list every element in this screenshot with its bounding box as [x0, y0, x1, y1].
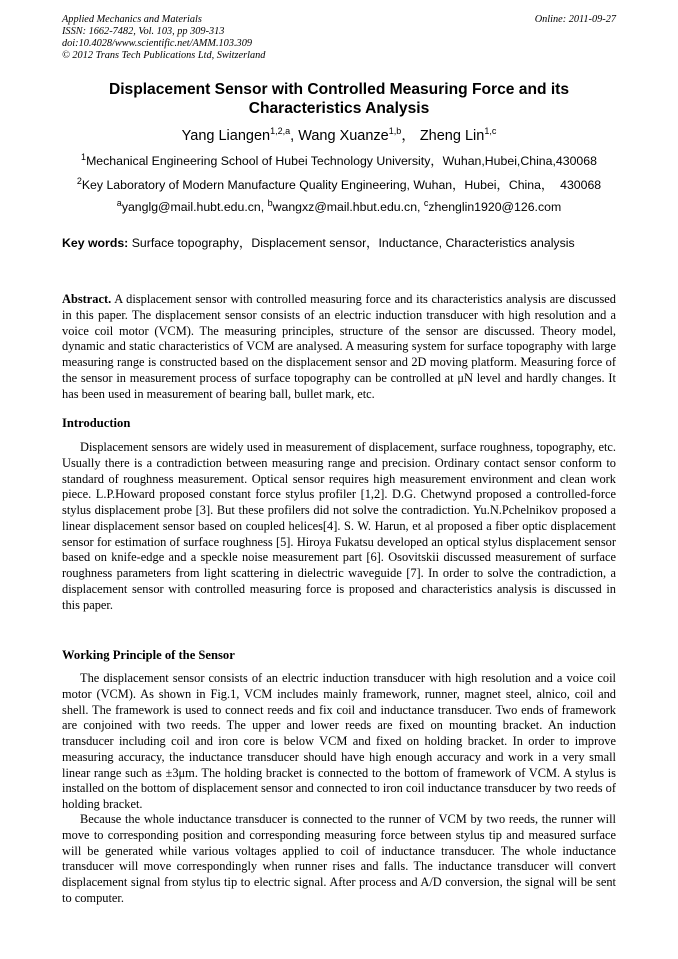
separator: ， [401, 128, 416, 144]
doi: doi:10.4028/www.scientific.net/AMM.103.309 [62, 38, 252, 49]
abstract-label: Abstract. [62, 292, 112, 306]
keywords-label: Key words: [62, 236, 129, 250]
authors [60, 124, 618, 145]
email-sup: c [423, 198, 429, 208]
separator: , [290, 128, 299, 144]
copyright: © 2012 Trans Tech Publications Ltd, Switzerland [62, 50, 266, 61]
author-sup: 1,2,a [270, 126, 291, 137]
keywords-text: Surface topography，Displacement sensor，Inductance, Characteristics analysis [128, 236, 575, 250]
email[interactable]: yanglg@mail.hubt.edu.cn, [121, 200, 268, 215]
emails [60, 198, 618, 214]
email[interactable]: wangxz@mail.hbut.edu.cn, [272, 200, 424, 215]
introduction-paragraph: Displacement sensors are widely used in measurement of displacement, surface roughness, topography, etc. Usually there is a contradiction between measuring range and precision. Ordinary contact sensor conform to standard of roughness measurement. Optical sensor requires high measurement environment and clean work piece. L.P.Howard proposed constant force stylus profiler [1,2]. D.G. Chetwynd proposed a controlled-force stylus displacement probe [3]. But these profilers did not solve the contradiction. Yu.N.Pchelnikov proposed a linear displacement sensor based on coupled helices[4]. S. W. Harun, et al proposed a fiber optic displacement sensor for estimation of surface roughness [5]. Hiroya Fukatsu developed an optical stylus displacement sensor based on knife-edge and a speckle noise measurement part [6]. Osovitskii discussed measurement of surface roughness parameters from light scattering in dielectric waveguide [7]. In order to solve the contradiction, a displacement sensor with controlled measuring force is proposed and characteristics analysis is discussed in this paper. [62, 440, 616, 612]
working-paragraph-1: The displacement sensor consists of an electric induction transducer with high resolution and a voice coil motor (VCM). As shown in Fig.1, VCM includes mainly framework, runner, magnet steel, alnico, coil and shell. The framework is used to connect reeds and fix coil and inductance transducer. Two ends of framework are conjoined with two reeds. The upper and lower reeds are fixed on mounting bracket. An induction transducer including coil and iron core is below VCM and fixed on holding bracket. In order to improve measuring accuracy, the inductance transducer should have high enough accuracy and work in a very small linear range such as ±3μm. The holding bracket is connected to the bottom of framework of VCM. A stylus is installed on the bottom of displacement sensor and connected to iron coil inductance transducer by two reeds of holding bracket. [62, 671, 616, 811]
author-sup: 1,c [484, 126, 497, 137]
email[interactable]: zhenglin1920@126.com [428, 200, 562, 215]
aff-sup: 2 [76, 175, 82, 186]
abstract-text: A displacement sensor with controlled measuring force and its characteristics analysis are discussed in this paper. The displacement sensor consists of an electric induction transducer with high resolution and a voice coil motor (VCM). The measuring principles, structure of the sensor are discussed. Theory model, dynamic and static characteristics of VCM are analysed. A measuring system for surface topography with large measuring range is constructed based on the displacement sensor and 2D moving platform. Measuring force of the sensor in measurement process of surface topography can be controlled at μN level and hardly changes. It has been used in measurement of bearing ball, bullet mark, etc. [62, 292, 616, 401]
section-heading-introduction: Introduction [62, 416, 131, 430]
email-sup: b [267, 198, 273, 208]
paper-title: Displacement Sensor with Controlled Measuring Force and its Characteristics Analysis [108, 81, 570, 117]
affiliation-1 [60, 151, 618, 169]
keywords [62, 233, 575, 251]
issn: ISSN: 1662-7482, Vol. 103, pp 309-313 [62, 26, 225, 37]
abstract [62, 292, 616, 402]
affiliation-2 [60, 175, 618, 193]
journal-header [62, 14, 265, 62]
author-name: Wang Xuanze [298, 128, 389, 144]
aff-sup: 1 [81, 151, 87, 162]
section-heading-working-principle: Working Principle of the Sensor [62, 648, 235, 662]
journal-name: Applied Mechanics and Materials [62, 14, 202, 25]
online-date: Online: 2011-09-27 [534, 14, 616, 25]
working-paragraph-2: Because the whole inductance transducer is connected to the runner of VCM by two reeds, the runner will move to corresponding position and corresponding measuring force between stylus tip and measured surface will be generated while various voltages applied to coil of inductance transducer. The whole inductance transducer will move correspondingly when runner rises and falls. The inductance transducer will convert displacement signal from stylus tip to electric signal. After process and A/D conversion, the signal will be sent to computer. [62, 812, 616, 905]
aff-text: Mechanical Engineering School of Hubei Technology University，Wuhan,Hubei,China,430068 [86, 154, 597, 168]
author-name: Yang Liangen [181, 128, 271, 144]
email-sup: a [116, 198, 122, 208]
aff-text: Key Laboratory of Modern Manufacture Quality Engineering, Wuhan，Hubei，China， 430068 [81, 178, 602, 192]
author-sup: 1,b [388, 126, 402, 137]
author-name: Zheng Lin [419, 128, 485, 144]
